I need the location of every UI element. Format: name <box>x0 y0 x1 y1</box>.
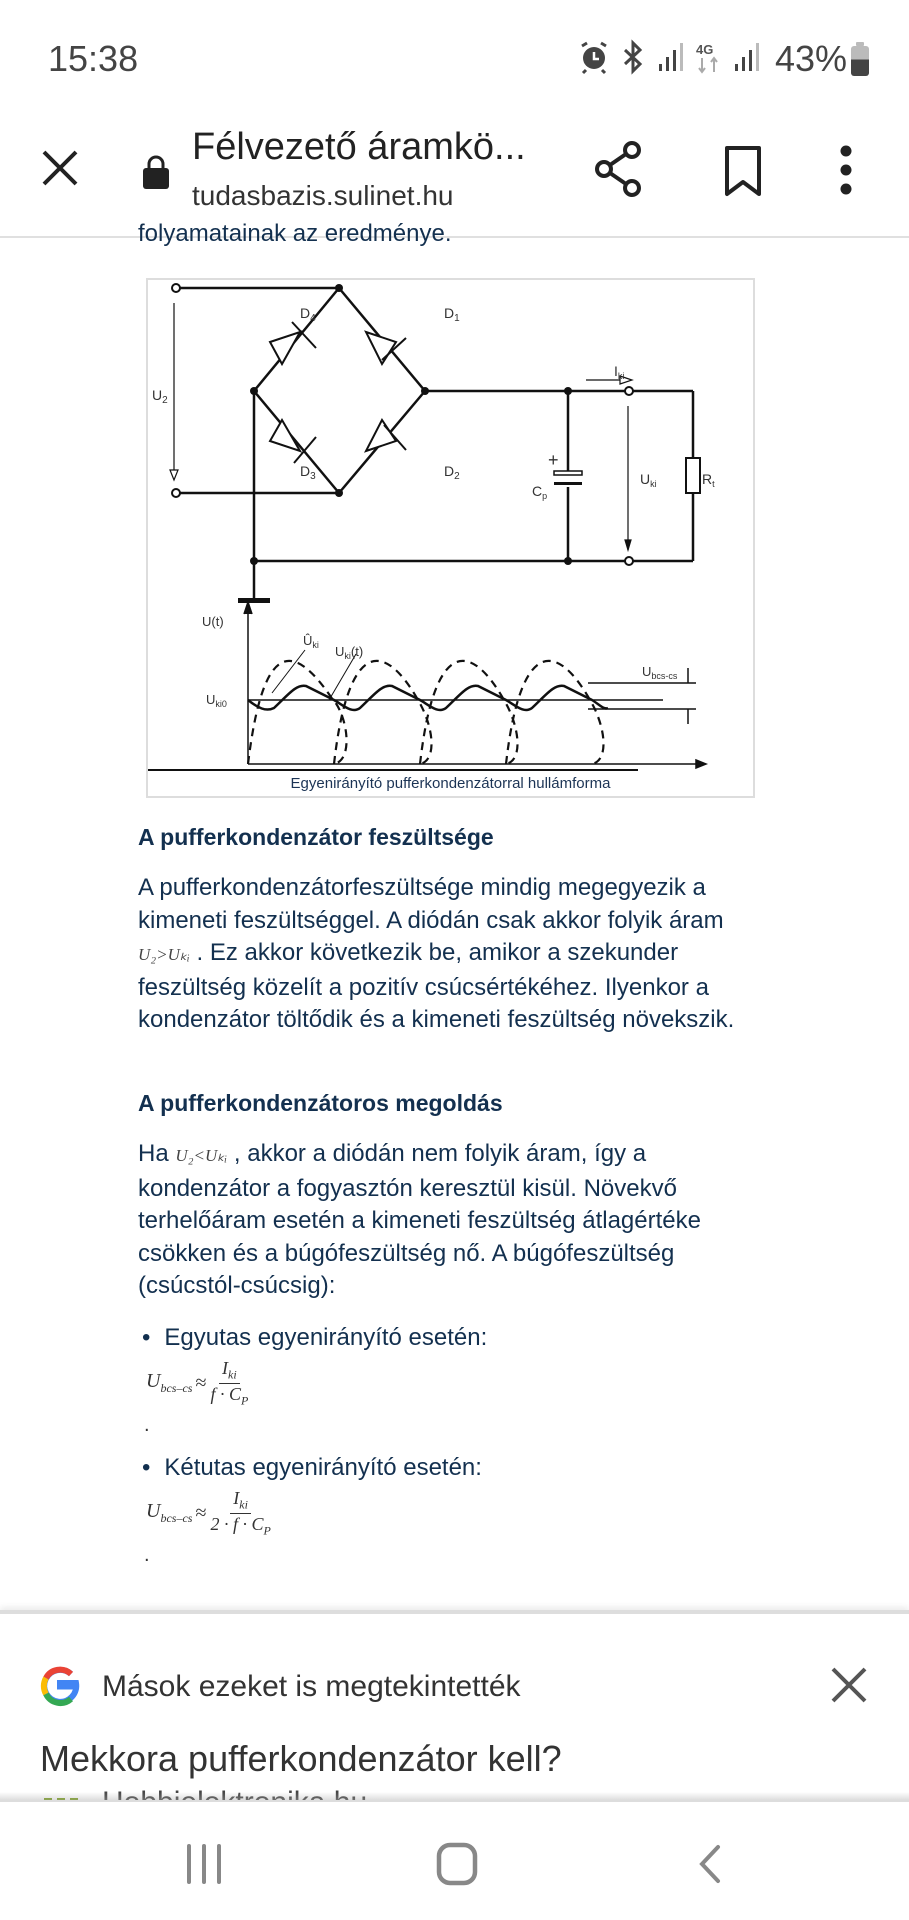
home-icon[interactable] <box>436 1842 478 1886</box>
section-heading-solution: A pufferkondenzátoros megoldás <box>138 1090 503 1116</box>
cut-off-paragraph: folyamatainak az eredménye. <box>138 220 452 247</box>
formula-full-wave: $U_{bcs-cs}$ ≈ $\frac{I_{ki}}{2 \cdot f \cdot C_P}$ <box>146 1488 271 1538</box>
section-paragraph-solution: Ha U₂<Uₖᵢ , akkor a diódán nem folyik áram, így a kondenzátor a fogyasztón keresztül kisül. Növekvő terhelőáram esetén a kimeneti feszültség átlagértéke csökken és a búgófeszültség nő. A búgófeszültség (csúcstól-csúcsig): <box>138 1140 701 1299</box>
svg-text:Ubcs-cs: $U_{bcs-cs}$ <box>642 664 678 681</box>
recents-icon[interactable] <box>184 1844 224 1884</box>
system-nav-bar <box>0 1800 909 1920</box>
formula-half-wave: $U_{bcs-cs}$ ≈ $\frac{I_{ki}}{f \cdot C_P}$ <box>146 1358 249 1408</box>
share-icon[interactable] <box>592 140 646 198</box>
status-time: 15:38 <box>48 38 139 79</box>
svg-text:U(t): U(t) <box>202 614 224 629</box>
signal-icon <box>733 42 759 72</box>
rectifier-figure[interactable] <box>146 278 755 798</box>
list-item-full-wave: • Kétutas egyenirányító esetén: <box>142 1454 482 1482</box>
trailing-period: . <box>144 1414 150 1436</box>
page-title[interactable]: Félvezető áramkö... <box>192 126 526 168</box>
svg-text:Ûki: $Û_{ki}$ <box>303 633 319 650</box>
section-paragraph-voltage: A pufferkondenzátorfeszültsége mindig megegyezik a kimeneti feszültséggel. A diódán csak akkor folyik áram U₂>Uₖᵢ . Ez akkor következik be, amikor a szekunder feszültség közelít a pozitív csúcsértékéhez. Ilyenkor a kondenzátor töltődik és a kimeneti feszültség növekszik. <box>138 874 735 1033</box>
svg-text:Uki0: $U_{ki0}$ <box>206 692 227 709</box>
close-icon[interactable] <box>38 146 82 190</box>
svg-text:Iki: $I_{ki}$ <box>614 363 625 381</box>
status-bar <box>0 0 909 120</box>
svg-text:D1: $D_1$ <box>444 305 460 324</box>
svg-text:Uki: $U_{ki}$ <box>640 471 657 489</box>
trailing-period: . <box>144 1544 150 1566</box>
battery-charging-icon <box>851 46 869 76</box>
math-inline: U₂>Uₖᵢ <box>138 945 190 964</box>
svg-text:D4: $D_4$ <box>300 305 316 324</box>
svg-text:Rt: $R_t$ <box>702 471 715 489</box>
close-icon[interactable] <box>830 1666 868 1704</box>
svg-text:D2: $D_2$ <box>444 463 460 482</box>
battery-percent: 43% <box>774 38 847 79</box>
svg-text:4G: 4G <box>696 42 714 57</box>
signal-icon <box>657 42 683 72</box>
back-icon[interactable] <box>696 1844 724 1884</box>
list-item-half-wave: • Egyutas egyenirányító esetén: <box>142 1324 487 1352</box>
custom-tab-toolbar <box>0 120 909 238</box>
math-inline: U₂<Uₖᵢ <box>175 1146 228 1165</box>
bluetooth-icon <box>621 40 645 74</box>
related-article-title[interactable]: Mekkora pufferkondenzátor kell? <box>40 1738 562 1779</box>
figure-caption: Egyenirányító pufferkondenzátorral hullámforma <box>290 775 611 792</box>
svg-text:Uki(t): $U_{ki}(t)$ <box>335 644 364 661</box>
svg-text:+: + <box>548 450 559 470</box>
status-icons <box>579 40 759 74</box>
section-heading-voltage: A pufferkondenzátor feszültsége <box>138 824 494 850</box>
page-url[interactable]: tudasbazis.sulinet.hu <box>192 180 454 211</box>
svg-text:D3: $D_3$ <box>300 463 316 482</box>
svg-text:U2: $U_2$ <box>152 387 168 406</box>
related-pages-sheet[interactable] <box>0 1610 909 1800</box>
alarm-icon <box>579 40 609 74</box>
page-content[interactable] <box>0 220 909 1610</box>
sheet-title: Mások ezeket is megtekintették <box>102 1670 521 1703</box>
more-vert-icon[interactable] <box>836 144 856 196</box>
svg-text:Cp: $C_p$ <box>532 483 548 501</box>
google-logo-icon <box>40 1666 80 1706</box>
bookmark-icon[interactable] <box>722 144 764 198</box>
lock-icon[interactable] <box>142 154 170 190</box>
4g-data-icon <box>695 40 721 74</box>
